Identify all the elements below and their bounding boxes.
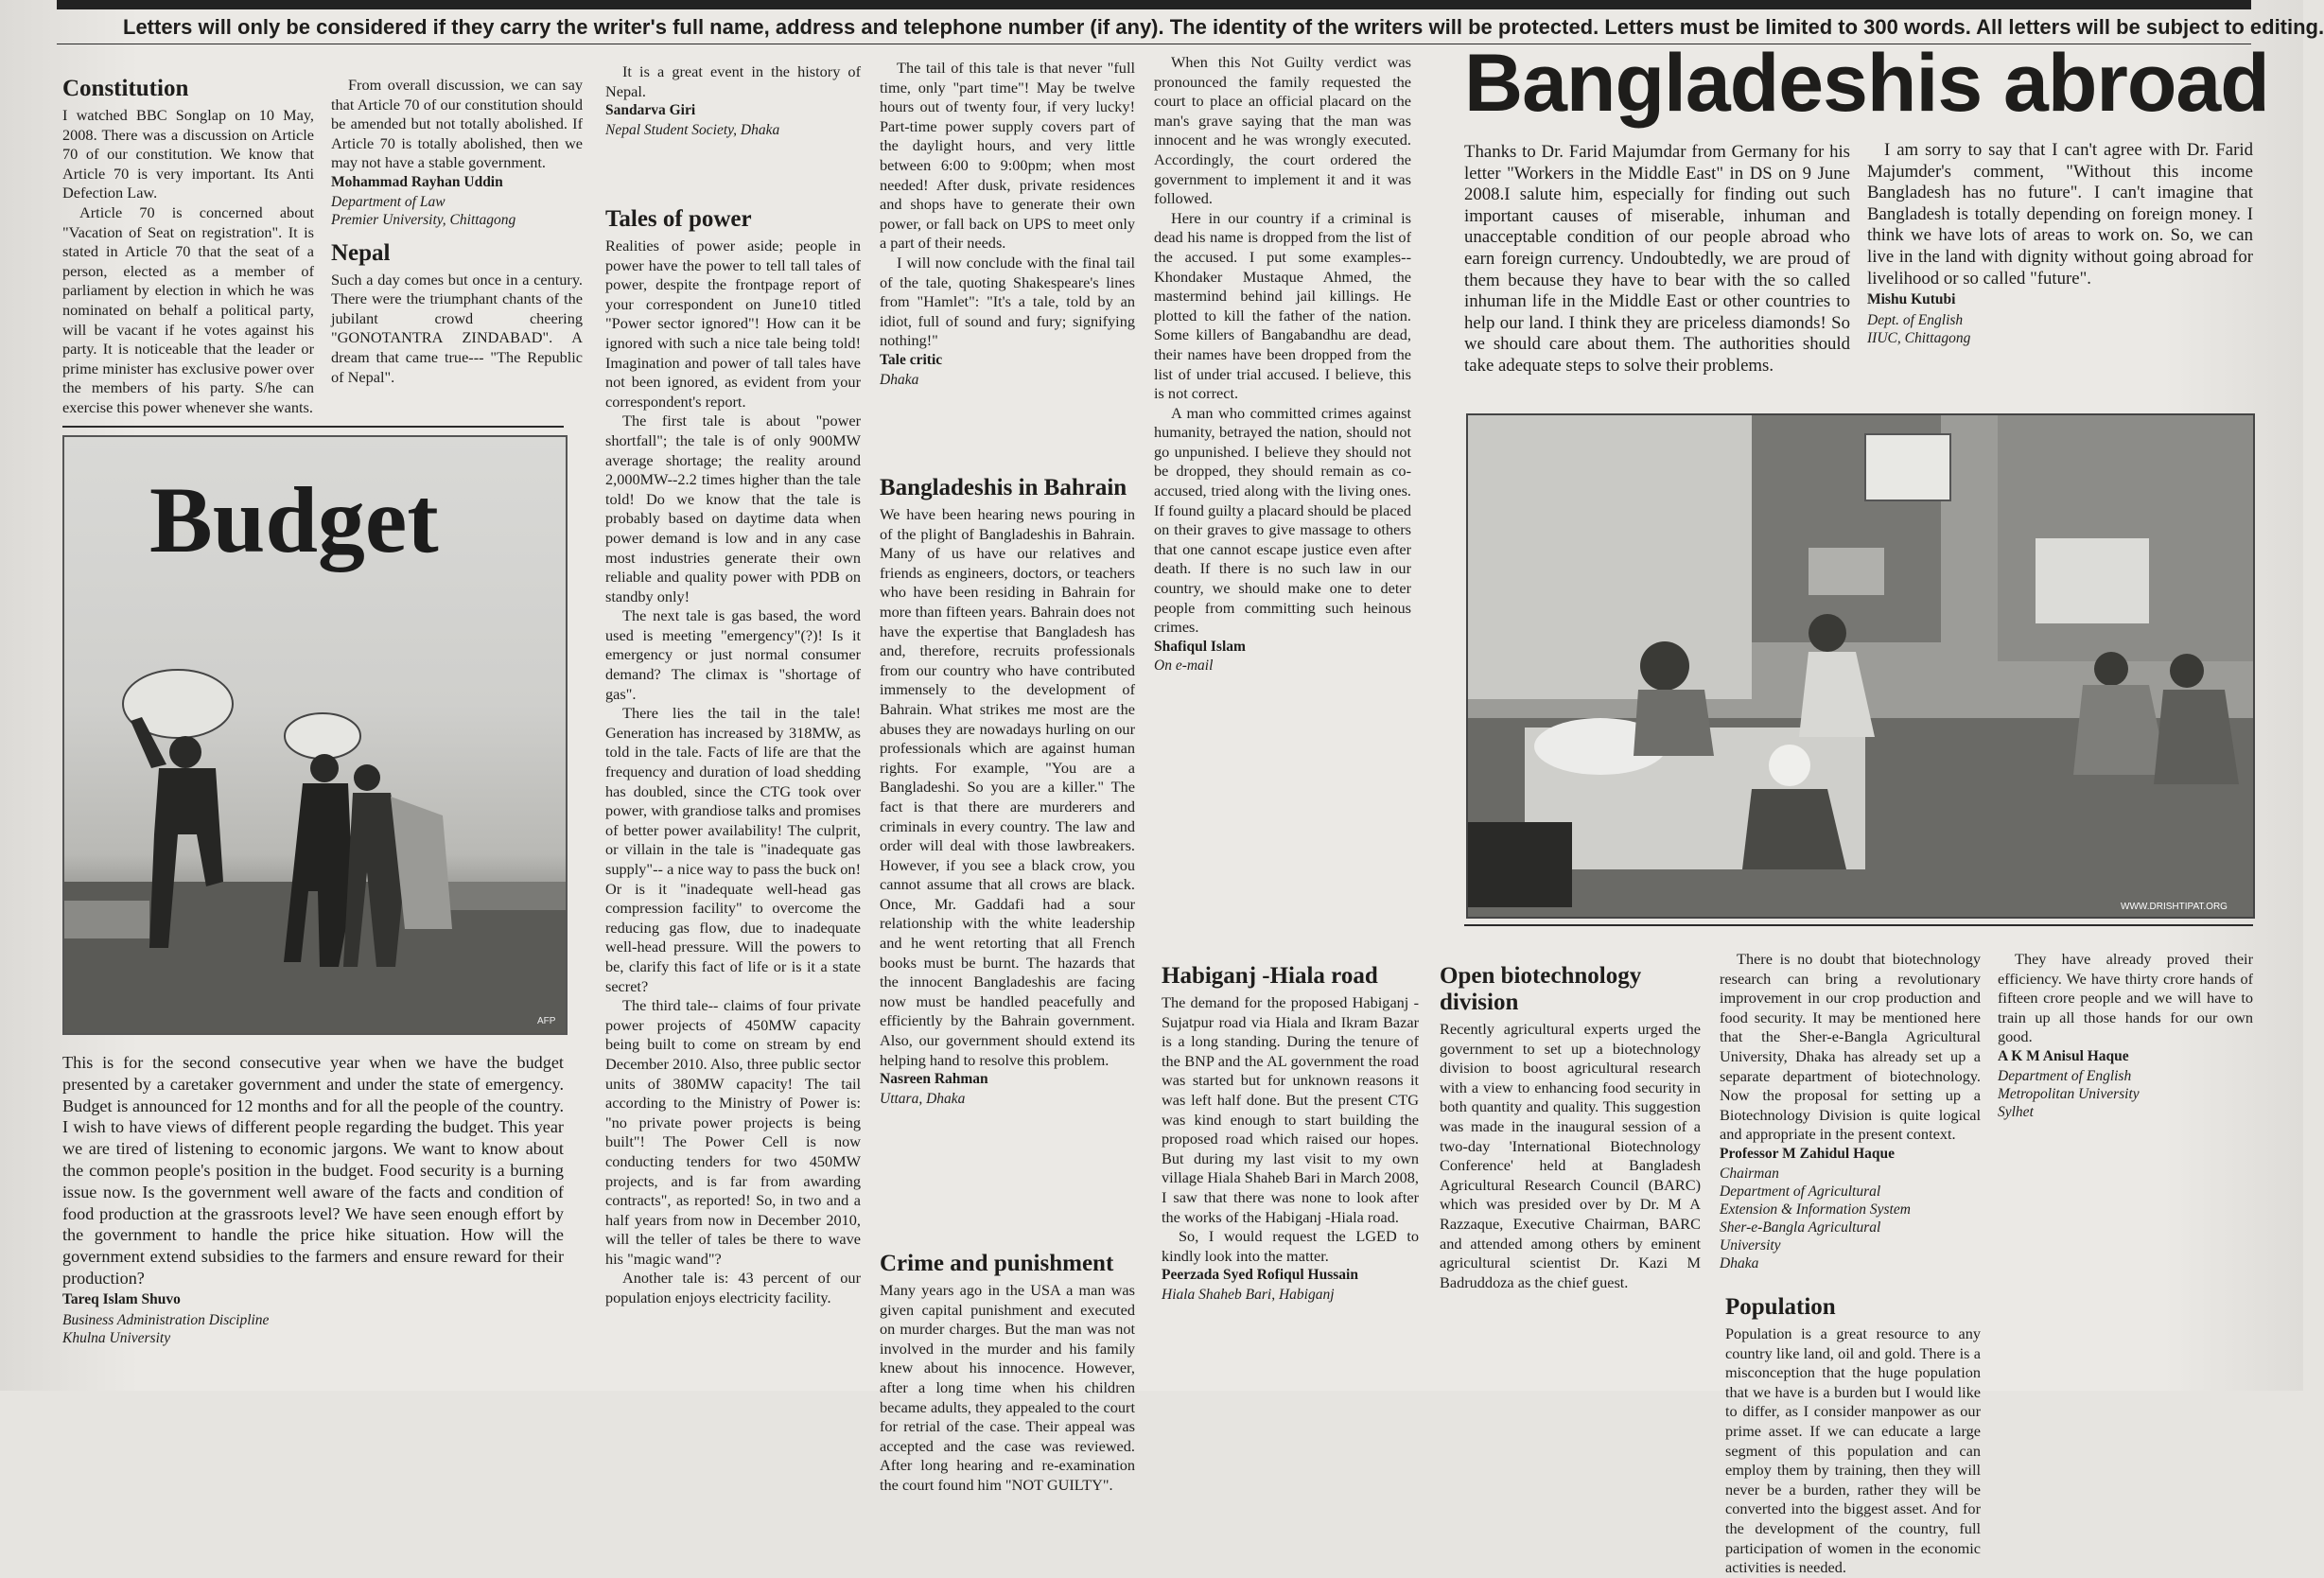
biotech-para-1: Recently agricultural experts urged the government to set up a biotechnology division to boost agricultural research with a view to enhancing food security in both quantity and quality. This suggestion was made in the inaugural session of a two-day 'International Biotechnology Conference' held at Bangladesh Agricultural Research Council (BARC) which was presided over by Dr. M A Razzaque, Executive Chairman, BARC and attended among others by eminent agricultural scientist Dr. Kazi M Badruddoza as the chief guest. [1440,1020,1701,1291]
tales-para-8: I will now conclude with the final tail of the tale, quoting Shakespeare's lines from "Hamlet": "It's a tale, told by an idiot, full of sound and fury; signifying nothing!" [880,253,1135,350]
nepal-affiliation: Nepal Student Society, Dhaka [605,121,780,138]
constitution-title: Constitution [62,76,189,101]
tales-para-2: The first tale is about "power shortfall"; the tale is of only 900MW average shortage; the reality around 2,000MW--2.2 times higher than the tale told! Do we know that the tale is probably based on daytime data when power demand is low and in any case most industries generate their own reliable and quality power with PDB on standby only! [605,412,861,605]
constitution-affiliation-1: Department of Law [331,193,446,210]
biotech-author: Professor M Zahidul Haque [1720,1145,1896,1162]
budget-photo-figures [64,437,566,1033]
tales-para-4: There lies the tail in the tale! Generation has increased by 318MW, as told in the tale. Facts of life are that the frequency and duration of load shedding has doubled, since the CTG took over power, with grandiose talks and promises of better power availability! The culprit, or villain in the tale is "inadequate gas supply"-- a nice way to pass the buck on! Or is it "inadequate well-head gas compression facility" to overcome the reducing gas flow, due to inadequate well-head pressure. Will the powers to be, clarify this fact of life or is it a state secret? [605,704,861,995]
population-para-1: Population is a great resource to any country like land, oil and gold. There is a misconception that the huge population that we have is a burden but I would like to differ, as I consider manpower as our prime asset. If we can educate a large segment of this population and can employ them by training, then they will never be a burden, rather they will be converted into the biggest asset. And for the development of the country, full participation of women in the economic activities is needed. [1725,1324,1981,1577]
letters-policy-banner: Letters will only be considered if they carry the writer's full name, address and telephone number (if any). The identity of the writers will be protected. Letters must be limited to 300 words. All letters will be subject to editing. [123,15,2324,39]
biotech-column-2 [1720,950,1981,1277]
top-rule [57,0,2251,9]
nepal-title: Nepal [331,239,391,266]
habiganj-letter [1162,952,1419,1385]
population-affiliation-2: Metropolitan University [1998,1085,2140,1102]
nepal-author: Sandarva Giri [605,102,696,119]
main-headline: Bangladeshis abroad [1464,38,2269,129]
abroad-affiliation-2: IIUC, Chittagong [1867,329,1971,346]
constitution-author: Mohammad Rayhan Uddin [331,173,503,190]
habiganj-title: Habiganj -Hiala road [1162,963,1378,989]
abroad-column-1 [1464,142,1850,407]
population-column-1 [1725,1283,1981,1577]
constitution-affiliation-2: Premier University, Chittagong [331,211,516,228]
population-author: A K M Anisul Haque [1998,1047,2129,1064]
biotech-affiliation-1: Chairman [1720,1165,1779,1182]
tales-para-3: The next tale is gas based, the word used is meeting "emergency"(?)! Is it emergency or just normal consumer demand? The climax is "shortage of gas". [605,606,861,703]
nepal-column-2 [605,62,861,195]
population-affiliation-1: Department of English [1998,1067,2132,1084]
crime-para-4: A man who committed crimes against humanity, betrayed the nation, should not go unpunished. I believe they should not be dropped, they should remain as co-accused, tried along with the living ones. If found guilty a placard should be placed on their graves to give massage to others that one cannot escape justice even after death. If there is no such law in our country, we should make one to deter people from committing such heinous crimes. [1154,403,1411,637]
tales-column-2 [880,59,1135,456]
tales-para-6: Another tale is: 43 percent of our population enjoys electricity facility. [605,1269,861,1307]
habiganj-para-1: The demand for the proposed Habiganj - Sujatpur road via Hiala and Ikram Bazar is a long standing. During the tenure of the BNP and the AL government the road was started but for unknown reasons it was left half done. But the present CTG was kind enough to start building the proposed road which raised our hopes. But during my last visit to my own village Hiala Shaheb Bari in March 2008, I saw that there was none to look after the works of the Habiganj -Hiala road. [1162,993,1419,1226]
habiganj-author: Peerzada Syed Rofiqul Hussain [1162,1267,1358,1284]
section-rule-left [62,426,564,428]
section-rule-right [1464,924,2253,926]
migrant-workers-photo [1466,413,2255,919]
tales-para-1: Realities of power aside; people in power have the power to tell tall tales of power, despite the frontpage report of your correspondent on June10 titled "Power sector ignored"! How can it be ignored with such a nice tale being told! Imagination and power of tall tales have not been ignored, as evident from your correspondent's report. [605,237,861,411]
crime-author: Shafiqul Islam [1154,638,1246,655]
constitution-para-3: From overall discussion, we can say that Article 70 of our constitution should be amended but not totally abolished. If Article 70 is totally abolished, then we may not have a stable government. [331,76,583,172]
tales-column-1 [605,195,861,1385]
migrant-workers-photo-scene [1468,415,2253,917]
budget-para-1: This is for the second consecutive year when we have the budget presented by a caretaker government and under the state of emergency. Budget is announced for 12 months and for all the people of the country. I wish to have views of different people regarding the budget. This year we are tired of listening to economic jargons. We want to know about the common people's position in the budget. Food security is a burning issue now. Is the government well aware of the facts and condition of food production at the grassroots level? We have seen enough effort by the government to handle the price hike situation. How will the government extend subsidies to the farmers and ensure reward for their production? [62,1053,564,1288]
constitution-para-2: Article 70 is concerned about "Vacation of Seat on registration". It is stated in Article 70 that the seat of a person, elected as a member of parliament by election in which he was nominated on behalf a political party, will be vacant if he votes against his party. It is noticeable that the leader or prime minister has exclusive power over the members of his party. S/he can exercise this power whenever she wants. [62,202,314,416]
population-column-2 [1998,950,2253,1385]
biotech-column-1 [1440,952,1701,1385]
crime-title: Crime and punishment [880,1251,1114,1276]
constitution-para-1: I watched BBC Songlap on 10 May, 2008. There was a discussion on Article 70 of our constitution. We know that Article 70 is very important. Its Anti Defection Law. [62,106,314,202]
biotech-para-2: There is no doubt that biotechnology research can bring a revolutionary improvement in our crop production and food security. It may be mentioned here that the Sher-e-Bangla Agricultural University, Dhaka has already set up a separate department of biotechnology. Now the proposal for setting up a Biotechnology Division is quite logical and appropriate in the present context. [1720,950,1981,1144]
biotech-affiliation-2: Department of Agricultural [1720,1183,1881,1200]
budget-affiliation-2: Khulna University [62,1329,171,1346]
abroad-para-2: I am sorry to say that I can't agree with Dr. Farid Majumder's comment, "Without this income Bangladesh has no future". I can't imagine that Bangladesh is totally depending on foreign money. I think we have lots of areas to work on. So, we can live in the land with dignity without going abroad for livelihood or so called "future". [1867,140,2253,289]
population-affiliation-3: Sylhet [1998,1103,2034,1120]
abroad-para-1: Thanks to Dr. Farid Majumdar from Germany for his letter "Workers in the Middle East" in DS on 9 June 2008.I salute him, especially for finding out such important causes of miserable, inhuman and unacceptable condition of our people abroad who earn foreign currency. Undoubtedly, we are proud of them because they have to bear with the so called inhuman life in the Middle East or other countries to help our land. I think they are priceless diamonds! So we should care about them. The authorities should take adequate steps to solve their problems. [1464,142,1850,376]
tales-affiliation: Dhaka [880,371,919,388]
constitution-column-2 [331,76,583,416]
tales-author: Tale critic [880,351,943,368]
abroad-column-2 [1867,140,2253,407]
abroad-author: Mishu Kutubi [1867,291,1956,308]
biotech-affiliation-3: Extension & Information System [1720,1201,1911,1218]
crime-column-1 [880,1239,1135,1494]
nepal-para-2: It is a great event in the history of Nepal. [605,62,861,100]
crime-para-2: When this Not Guilty verdict was pronounced the family requested the court to place an official placard on the man's grave saying that the man was innocent and he was wrongly executed. Accordingly, the court ordered the government to implement it and it was followed. [1154,53,1411,208]
budget-author: Tareq Islam Shuvo [62,1290,181,1307]
population-para-2: They have already proved their efficiency. We have thirty crore hands of fifteen crore people and we will have to train up all those hands for our own good. [1998,950,2253,1046]
budget-photo-title: Budget [149,467,439,572]
tales-title: Tales of power [605,206,752,232]
budget-affiliation-1: Business Administration Discipline [62,1311,270,1328]
budget-photo-credit: AFP [537,1016,556,1026]
tales-para-5: The third tale-- claims of four private power projects of 450MW capacity being built to come on stream by end December 2010. Also, three public sector units of 380MW capacity! The tail according to the Ministry of Power is: "no private power projects is being built"! The Power Cell is now conducting tenders for two 450MW projects, and is far from awarding contracts", as reported! So, in two and a half years from now in December 2010, will the teller of tales be there to wave his "magic wand"? [605,996,861,1268]
tales-para-7: The tail of this tale is that never "full time, only "part time"! May be twelve hours out of twenty four, if very lucky! Part-time power supply covers part of the daylight hours, and very little between 6:00 to 9:00pm; when most needed! After dusk, private residences and shops have to generate their own power, or fall back on UPS to meet only a part of their needs. [880,59,1135,253]
nepal-para-1: Such a day comes but once in a century. There were the triumphant chants of the jubilant crowd cheering "GONOTANTRA ZINDABAD". A dream that came true--- "The Republic of Nepal". [331,270,583,386]
constitution-column-1 [62,57,314,416]
habiganj-para-2: So, I would request the LGED to kindly look into the matter. [1162,1227,1419,1265]
bahrain-letter [880,464,1135,1249]
abroad-photo-credit: WWW.DRISHTIPAT.ORG [2121,902,2228,912]
bahrain-para-1: We have been hearing news pouring in of the plight of Bangladeshis in Bahrain. Many of us have our relatives and friends as engineers, doctors, or teachers who have been residing in Bahrain for more than fifteen years. Bahrain does not have the expertise that Bangladesh has and, therefore, recruits professionals from our country who have contributed immensely to the development of Bahrain. What strikes me most are the abuses they are nowadays hurling on our professionals which are against human rights. For example, "You are a Bangladeshi. So you are a killer." The fact is that there are murderers and criminals in every country. The law and order will deal with those lawbreakers. However, if you see a black crow, you cannot assume that all crows are black. Once, Mr. Gaddafi had a sour relationship with the white leadership and he went retorting that all French books must be burnt. The hazards that the innocent Bangladeshis are facing now must be handled peacefully and efficiently by the Bahrain government. Also, our government should extend its helping hand to resolve this problem. [880,505,1135,1069]
crime-column-2 [1154,53,1411,938]
biotech-affiliation-5: University [1720,1236,1781,1254]
crime-affiliation: On e-mail [1154,658,1214,675]
biotech-title: Open biotechnology division [1440,963,1642,1015]
budget-letter [62,1052,564,1383]
habiganj-affiliation: Hiala Shaheb Bari, Habiganj [1162,1286,1335,1303]
bahrain-author: Nasreen Rahman [880,1071,988,1088]
biotech-affiliation-6: Dhaka [1720,1254,1759,1271]
population-title: Population [1725,1294,1836,1320]
budget-photo [62,435,568,1035]
crime-para-3: Here in our country if a criminal is dead his name is dropped from the list of the accused. I put some examples-- Khondaker Mustaque Ahmed, the mastermind behind jail killings. He plotted to kill the father of the nation. Some killers of Bangabandhu are dead, their names have been dropped from the list of under trial accused. I believe, this is not correct. [1154,208,1411,403]
crime-para-1: Many years ago in the USA a man was given capital punishment and executed on murder charges. But the man was not involved in the murder and his family knew about his innocence. However, after a long time when his children became adults, they appealed to the court for retrial of the case. Their appeal was accepted and the case was reviewed. After long hearing and re-examination the court found him "NOT GUILTY". [880,1281,1135,1494]
biotech-affiliation-4: Sher-e-Bangla Agricultural [1720,1219,1881,1236]
bahrain-title: Bangladeshis in Bahrain [880,475,1127,500]
abroad-affiliation-1: Dept. of English [1867,311,1964,328]
bahrain-affiliation: Uttara, Dhaka [880,1090,966,1107]
